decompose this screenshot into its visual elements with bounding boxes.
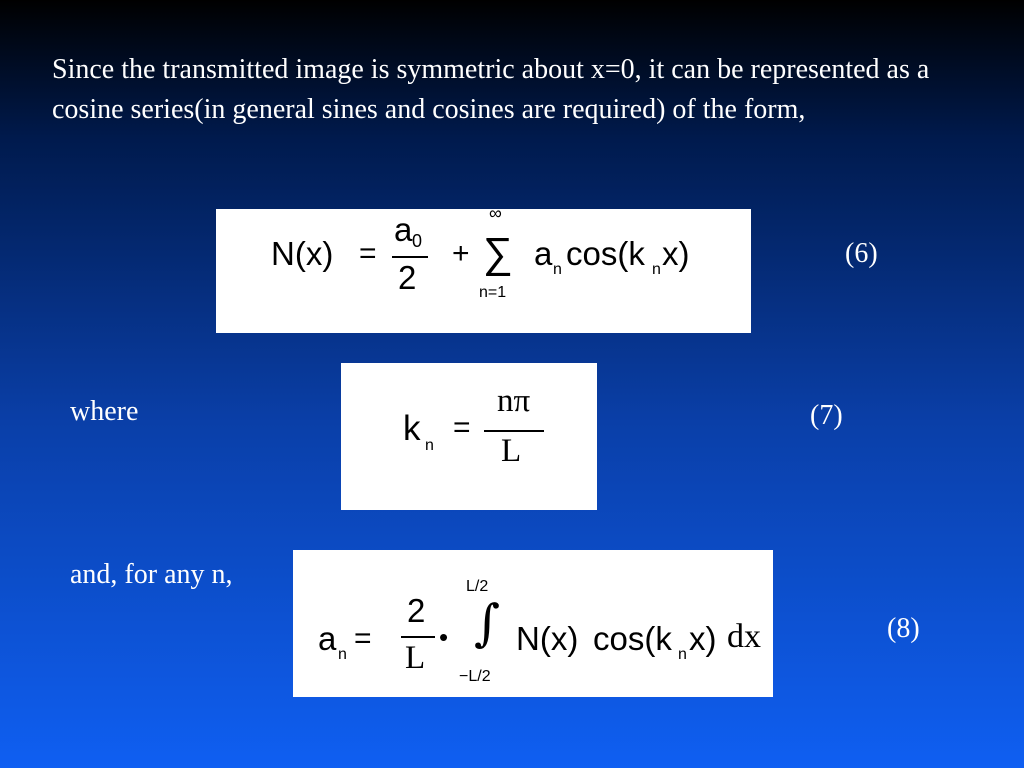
eq8-integrand-n: N(x)	[516, 620, 579, 657]
equation-number-7: (7)	[810, 400, 843, 431]
eq6-two: 2	[398, 259, 417, 296]
equation-number-6: (6)	[845, 238, 878, 269]
eq8-int-top: L/2	[466, 578, 489, 595]
eq6-kn-sub: n	[652, 261, 661, 278]
eq6-a0-sub: 0	[412, 231, 423, 251]
eq7-k-sub: n	[425, 437, 434, 454]
equation-6-image	[216, 209, 751, 333]
eq7-fraction-bar	[484, 430, 544, 432]
equation-7-image	[341, 363, 597, 510]
eq8-int-bottom: −L/2	[459, 668, 491, 685]
eq7-equals: =	[453, 411, 471, 444]
equation-8-image	[293, 550, 773, 697]
eq8-integrand-cos: cos(k	[593, 620, 672, 657]
equation-number-8: (8)	[887, 613, 920, 644]
eq8-equals: =	[354, 622, 372, 655]
eq8-a-sub: n	[338, 646, 347, 663]
eq8-integral-symbol: ∫	[474, 594, 501, 652]
eq6-sum-bottom: n=1	[479, 284, 507, 301]
eq8-a: a	[318, 620, 337, 657]
eq7-denominator: L	[501, 433, 522, 469]
eq8-dx: dx	[727, 618, 761, 655]
eq7-k: k	[403, 409, 421, 448]
eq8-kn-sub: n	[678, 646, 687, 663]
eq8-frac-num: 2	[407, 592, 426, 629]
eq6-equals: =	[359, 237, 377, 270]
and-for-any-n-label: and, for any n,	[70, 559, 233, 590]
eq6-cos-open: cos(k	[566, 235, 645, 272]
eq6-lhs: N(x)	[271, 235, 334, 272]
eq6-a0-a: a	[394, 211, 413, 248]
eq8-dot: •	[439, 622, 449, 652]
eq8-fraction-bar	[401, 636, 435, 638]
eq6-an-n: n	[553, 261, 562, 278]
eq6-fraction-bar	[392, 256, 428, 258]
eq6-sum-symbol: ∑	[483, 229, 513, 276]
eq7-numerator: nπ	[497, 383, 531, 419]
intro-paragraph: Since the transmitted image is symmetric about x=0, it can be represented as a cosine series(in general sines and cosines are required) of the form,	[52, 54, 930, 125]
eq6-plus: +	[452, 237, 470, 270]
eq6-an-a: a	[534, 235, 553, 272]
eq8-integrand-close: x)	[689, 620, 717, 657]
where-label: where	[70, 396, 139, 427]
eq6-cos-close: x)	[662, 235, 690, 272]
eq6-sum-top: ∞	[489, 209, 502, 223]
eq8-frac-den: L	[405, 640, 426, 676]
